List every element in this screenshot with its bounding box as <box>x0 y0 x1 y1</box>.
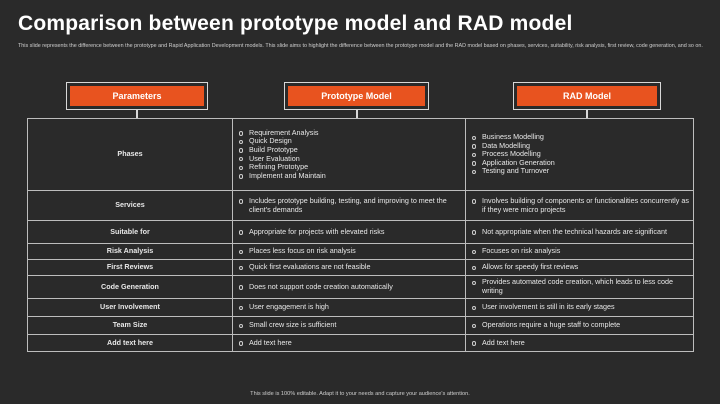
list-item: Focuses on risk analysis <box>470 247 689 256</box>
header-connector <box>136 110 138 118</box>
prototype-list <box>237 263 461 272</box>
list-item: Build Prototype <box>237 146 461 155</box>
list-item: Application Generation <box>470 159 689 168</box>
parameters-header-label: Parameters <box>70 86 204 106</box>
parameter-cell: Services <box>28 191 233 221</box>
list-item: User Evaluation <box>237 155 461 164</box>
list-item: Testing and Turnover <box>470 167 689 176</box>
header-connector <box>586 110 588 118</box>
rad-cell <box>466 260 694 276</box>
rad-cell <box>466 276 694 299</box>
table-row <box>28 260 694 276</box>
list-item: User engagement is high <box>237 303 461 312</box>
table-row <box>28 244 694 260</box>
prototype-cell <box>233 260 466 276</box>
list-item: Small crew size is sufficient <box>237 321 461 330</box>
list-item: Data Modelling <box>470 142 689 151</box>
rad-list <box>470 278 689 295</box>
rad-cell <box>466 317 694 335</box>
rad-cell <box>466 191 694 221</box>
list-item: Quick first evaluations are not feasible <box>237 263 461 272</box>
prototype-list <box>237 129 461 181</box>
prototype-list <box>237 339 461 348</box>
list-item: Involves building of components or functionalities concurrently as if they were micro projects <box>470 197 689 214</box>
parameter-cell: Phases <box>28 119 233 191</box>
rad-list <box>470 197 689 214</box>
rad-list <box>470 133 689 176</box>
rad-list <box>470 321 689 330</box>
list-item: Process Modelling <box>470 150 689 159</box>
parameters-header <box>66 82 208 110</box>
list-item: Business Modelling <box>470 133 689 142</box>
list-item: Includes prototype building, testing, and improving to meet the client's demands <box>237 197 461 214</box>
list-item: Places less focus on risk analysis <box>237 247 461 256</box>
slide-subtitle: This slide represents the difference between the prototype and Rapid Application Development models. This slide aims to highlight the difference between the prototype model and the RAD model based on phases, services, suitability, risk analysis, first review, code generation, and so on. <box>18 43 703 49</box>
slide-title: Comparison between prototype model and RAD model <box>18 12 573 35</box>
rad-cell <box>466 244 694 260</box>
prototype-list <box>237 228 461 237</box>
prototype-list <box>237 321 461 330</box>
prototype-cell <box>233 299 466 317</box>
rad-model-header <box>513 82 661 110</box>
rad-cell <box>466 299 694 317</box>
prototype-list <box>237 197 461 214</box>
prototype-cell <box>233 119 466 191</box>
rad-list <box>470 228 689 237</box>
table-row <box>28 299 694 317</box>
prototype-list <box>237 303 461 312</box>
table-row <box>28 221 694 244</box>
list-item: Implement and Maintain <box>237 172 461 181</box>
list-item: Requirement Analysis <box>237 129 461 138</box>
prototype-cell <box>233 317 466 335</box>
rad-list <box>470 339 689 348</box>
table-row <box>28 191 694 221</box>
header-connector <box>356 110 358 118</box>
list-item: Quick Design <box>237 137 461 146</box>
list-item: Add text here <box>237 339 461 348</box>
prototype-cell <box>233 335 466 352</box>
list-item: User involvement is still in its early stages <box>470 303 689 312</box>
rad-cell <box>466 221 694 244</box>
list-item: Refining Prototype <box>237 163 461 172</box>
prototype-model-header-label: Prototype Model <box>288 86 425 106</box>
slide-footer: This slide is 100% editable. Adapt it to your needs and capture your audience's attention. <box>250 391 470 397</box>
list-item: Does not support code creation automatically <box>237 283 461 292</box>
table-row <box>28 276 694 299</box>
parameter-cell: User Involvement <box>28 299 233 317</box>
parameter-cell: Suitable for <box>28 221 233 244</box>
prototype-cell <box>233 244 466 260</box>
rad-model-header-label: RAD Model <box>517 86 657 106</box>
comparison-table <box>27 118 694 352</box>
prototype-cell <box>233 276 466 299</box>
list-item: Add text here <box>470 339 689 348</box>
parameter-cell: First Reviews <box>28 260 233 276</box>
parameter-cell: Risk Analysis <box>28 244 233 260</box>
rad-cell <box>466 119 694 191</box>
list-item: Provides automated code creation, which leads to less code writing <box>470 278 689 295</box>
prototype-cell <box>233 191 466 221</box>
list-item: Appropriate for projects with elevated risks <box>237 228 461 237</box>
list-item: Allows for speedy first reviews <box>470 263 689 272</box>
list-item: Operations require a huge staff to complete <box>470 321 689 330</box>
prototype-list <box>237 247 461 256</box>
parameter-cell: Add text here <box>28 335 233 352</box>
table-row <box>28 317 694 335</box>
parameter-cell: Code Generation <box>28 276 233 299</box>
parameter-cell: Team Size <box>28 317 233 335</box>
rad-list <box>470 303 689 312</box>
rad-cell <box>466 335 694 352</box>
table-row <box>28 335 694 352</box>
list-item: Not appropriate when the technical hazards are significant <box>470 228 689 237</box>
rad-list <box>470 247 689 256</box>
table-row <box>28 119 694 191</box>
prototype-list <box>237 283 461 292</box>
prototype-model-header <box>284 82 429 110</box>
prototype-cell <box>233 221 466 244</box>
rad-list <box>470 263 689 272</box>
